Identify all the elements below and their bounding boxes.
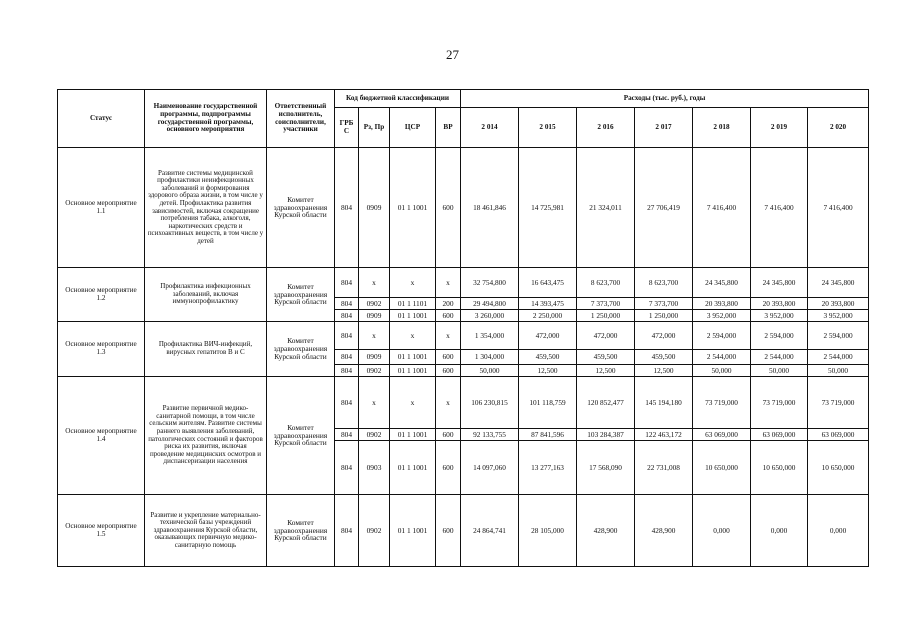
rzpr-cell: 0902 — [359, 298, 390, 310]
vr-cell: 600 — [436, 148, 461, 268]
header-year: 2 018 — [693, 108, 751, 148]
header-budget-code: Код бюджетной классификации — [335, 90, 461, 108]
rzpr-cell: х — [359, 322, 390, 350]
amount-cell: 10 650,000 — [693, 441, 751, 495]
amount-cell: 50,000 — [461, 365, 519, 377]
name-cell: Профилактика инфекционных заболеваний, включая иммунопрофилактику — [145, 268, 267, 322]
amount-cell: 73 719,000 — [693, 377, 751, 429]
amount-cell: 1 250,000 — [577, 310, 635, 322]
amount-cell: 10 650,000 — [751, 441, 808, 495]
status-cell: Основное мероприятие 1.3 — [58, 322, 145, 377]
rzpr-cell: 0909 — [359, 350, 390, 365]
vr-cell: 600 — [436, 441, 461, 495]
grbs-cell: 804 — [335, 322, 359, 350]
amount-cell: 459,500 — [577, 350, 635, 365]
amount-cell: 73 719,000 — [751, 377, 808, 429]
amount-cell: 459,500 — [519, 350, 577, 365]
amount-cell: 14 725,981 — [519, 148, 577, 268]
amount-cell: 20 393,800 — [751, 298, 808, 310]
amount-cell: 12,500 — [519, 365, 577, 377]
amount-cell: 24 345,800 — [751, 268, 808, 298]
page-number: 27 — [446, 47, 459, 62]
amount-cell: 50,000 — [808, 365, 869, 377]
amount-cell: 3 952,000 — [693, 310, 751, 322]
amount-cell: 2 594,000 — [693, 322, 751, 350]
vr-cell: х — [436, 377, 461, 429]
vr-cell: 600 — [436, 350, 461, 365]
csr-cell: х — [390, 268, 436, 298]
vr-cell: 600 — [436, 429, 461, 441]
name-cell: Профилактика ВИЧ-инфекций, вирусных гепатитов В и С — [145, 322, 267, 377]
amount-cell: 27 706,419 — [635, 148, 693, 268]
header-csr: ЦСР — [390, 108, 436, 148]
rzpr-cell: 0902 — [359, 495, 390, 567]
amount-cell: 7 373,700 — [577, 298, 635, 310]
amount-cell: 2 544,000 — [808, 350, 869, 365]
name-cell: Развитие системы медицинской профилактики неинфекционных заболеваний и формирования здорового образа жизни, в том числе у детей. Профилактика развития зависимостей, включая сокращение потребления табака, алкоголя, наркотических средств и психоактивных веществ, в том числе у детей — [145, 148, 267, 268]
header-year: 2 015 — [519, 108, 577, 148]
budget-table — [57, 89, 869, 567]
amount-cell: 3 260,000 — [461, 310, 519, 322]
vr-cell: 600 — [436, 365, 461, 377]
rzpr-cell: 0909 — [359, 310, 390, 322]
amount-cell: 7 373,700 — [635, 298, 693, 310]
amount-cell: 2 594,000 — [751, 322, 808, 350]
vr-cell: 600 — [436, 495, 461, 567]
header-rzpr: Рз, Пр — [359, 108, 390, 148]
amount-cell: 101 118,759 — [519, 377, 577, 429]
rzpr-cell: 0903 — [359, 441, 390, 495]
amount-cell: 63 069,000 — [693, 429, 751, 441]
budget-table-body — [58, 148, 869, 567]
amount-cell: 472,000 — [635, 322, 693, 350]
amount-cell: 7 416,400 — [808, 148, 869, 268]
amount-cell: 50,000 — [751, 365, 808, 377]
grbs-cell: 804 — [335, 377, 359, 429]
grbs-cell: 804 — [335, 429, 359, 441]
amount-cell: 7 416,400 — [693, 148, 751, 268]
amount-cell: 1 304,000 — [461, 350, 519, 365]
amount-cell: 10 650,000 — [808, 441, 869, 495]
vr-cell: 200 — [436, 298, 461, 310]
amount-cell: 2 594,000 — [808, 322, 869, 350]
amount-cell: 63 069,000 — [808, 429, 869, 441]
header-year: 2 019 — [751, 108, 808, 148]
csr-cell: 01 1 1101 — [390, 298, 436, 310]
amount-cell: 428,900 — [635, 495, 693, 567]
amount-cell: 0,000 — [693, 495, 751, 567]
amount-cell: 21 324,011 — [577, 148, 635, 268]
rzpr-cell: х — [359, 377, 390, 429]
amount-cell: 1 250,000 — [635, 310, 693, 322]
amount-cell: 8 623,700 — [577, 268, 635, 298]
amount-cell: 2 544,000 — [751, 350, 808, 365]
amount-cell: 0,000 — [808, 495, 869, 567]
header-year: 2 020 — [808, 108, 869, 148]
amount-cell: 20 393,800 — [693, 298, 751, 310]
amount-cell: 2 250,000 — [519, 310, 577, 322]
csr-cell: 01 1 1001 — [390, 148, 436, 268]
grbs-cell: 804 — [335, 365, 359, 377]
name-cell: Развитие и укрепление материально-технической базы учреждений здравоохранения Курской области, оказывающих первичную медико-санитарную помощь — [145, 495, 267, 567]
header-name: Наименование государственной программы, подпрограммы государственной программы, основного мероприятия — [145, 90, 267, 148]
grbs-cell: 804 — [335, 148, 359, 268]
amount-cell: 16 643,475 — [519, 268, 577, 298]
status-cell: Основное мероприятие 1.2 — [58, 268, 145, 322]
responsible-cell: Комитет здравоохранения Курской области — [267, 268, 335, 322]
amount-cell: 3 952,000 — [808, 310, 869, 322]
responsible-cell: Комитет здравоохранения Курской области — [267, 495, 335, 567]
header-year: 2 017 — [635, 108, 693, 148]
amount-cell: 0,000 — [751, 495, 808, 567]
header-year: 2 016 — [577, 108, 635, 148]
grbs-cell: 804 — [335, 495, 359, 567]
amount-cell: 92 133,755 — [461, 429, 519, 441]
amount-cell: 459,500 — [635, 350, 693, 365]
amount-cell: 73 719,000 — [808, 377, 869, 429]
amount-cell: 18 461,846 — [461, 148, 519, 268]
amount-cell: 2 544,000 — [693, 350, 751, 365]
header-year: 2 014 — [461, 108, 519, 148]
csr-cell: 01 1 1001 — [390, 365, 436, 377]
rzpr-cell: 0902 — [359, 365, 390, 377]
amount-cell: 24 864,741 — [461, 495, 519, 567]
amount-cell: 14 393,475 — [519, 298, 577, 310]
header-status: Статус — [58, 90, 145, 148]
csr-cell: х — [390, 377, 436, 429]
table-row — [58, 322, 869, 350]
vr-cell: 600 — [436, 310, 461, 322]
grbs-cell: 804 — [335, 310, 359, 322]
amount-cell: 8 623,700 — [635, 268, 693, 298]
responsible-cell: Комитет здравоохранения Курской области — [267, 148, 335, 268]
amount-cell: 122 463,172 — [635, 429, 693, 441]
status-cell: Основное мероприятие 1.5 — [58, 495, 145, 567]
rzpr-cell: 0909 — [359, 148, 390, 268]
grbs-cell: 804 — [335, 298, 359, 310]
amount-cell: 12,500 — [635, 365, 693, 377]
amount-cell: 428,900 — [577, 495, 635, 567]
amount-cell: 1 354,000 — [461, 322, 519, 350]
rzpr-cell: х — [359, 268, 390, 298]
header-grbs: ГРБ С — [335, 108, 359, 148]
amount-cell: 13 277,163 — [519, 441, 577, 495]
amount-cell: 472,000 — [577, 322, 635, 350]
vr-cell: х — [436, 322, 461, 350]
amount-cell: 32 754,800 — [461, 268, 519, 298]
csr-cell: 01 1 1001 — [390, 495, 436, 567]
amount-cell: 20 393,800 — [808, 298, 869, 310]
header-expenses: Расходы (тыс. руб.), годы — [461, 90, 869, 108]
amount-cell: 29 494,800 — [461, 298, 519, 310]
csr-cell: 01 1 1001 — [390, 429, 436, 441]
responsible-cell: Комитет здравоохранения Курской области — [267, 377, 335, 495]
amount-cell: 106 230,815 — [461, 377, 519, 429]
csr-cell: 01 1 1001 — [390, 310, 436, 322]
amount-cell: 3 952,000 — [751, 310, 808, 322]
amount-cell: 87 841,596 — [519, 429, 577, 441]
grbs-cell: 804 — [335, 441, 359, 495]
header-vr: ВР — [436, 108, 461, 148]
amount-cell: 12,500 — [577, 365, 635, 377]
header-responsible: Ответственный исполнитель, соисполнители, участники — [267, 90, 335, 148]
grbs-cell: 804 — [335, 350, 359, 365]
responsible-cell: Комитет здравоохранения Курской области — [267, 322, 335, 377]
amount-cell: 28 105,000 — [519, 495, 577, 567]
name-cell: Развитие первичной медико-санитарной помощи, в том числе сельским жителям. Развитие системы раннего выявления заболеваний, патологических состояний и факторов риска их развития, включая проведение медицинских осмотров и диспансеризации населения — [145, 377, 267, 495]
amount-cell: 17 568,090 — [577, 441, 635, 495]
status-cell: Основное мероприятие 1.4 — [58, 377, 145, 495]
amount-cell: 472,000 — [519, 322, 577, 350]
amount-cell: 103 284,387 — [577, 429, 635, 441]
amount-cell: 145 194,180 — [635, 377, 693, 429]
amount-cell: 24 345,800 — [808, 268, 869, 298]
table-row — [58, 495, 869, 567]
amount-cell: 7 416,400 — [751, 148, 808, 268]
amount-cell: 50,000 — [693, 365, 751, 377]
rzpr-cell: 0902 — [359, 429, 390, 441]
csr-cell: х — [390, 322, 436, 350]
status-cell: Основное мероприятие 1.1 — [58, 148, 145, 268]
amount-cell: 63 069,000 — [751, 429, 808, 441]
vr-cell: х — [436, 268, 461, 298]
table-row — [58, 148, 869, 268]
amount-cell: 24 345,800 — [693, 268, 751, 298]
amount-cell: 14 097,060 — [461, 441, 519, 495]
table-row — [58, 377, 869, 429]
csr-cell: 01 1 1001 — [390, 350, 436, 365]
grbs-cell: 804 — [335, 268, 359, 298]
table-row — [58, 268, 869, 298]
csr-cell: 01 1 1001 — [390, 441, 436, 495]
amount-cell: 22 731,008 — [635, 441, 693, 495]
amount-cell: 120 852,477 — [577, 377, 635, 429]
